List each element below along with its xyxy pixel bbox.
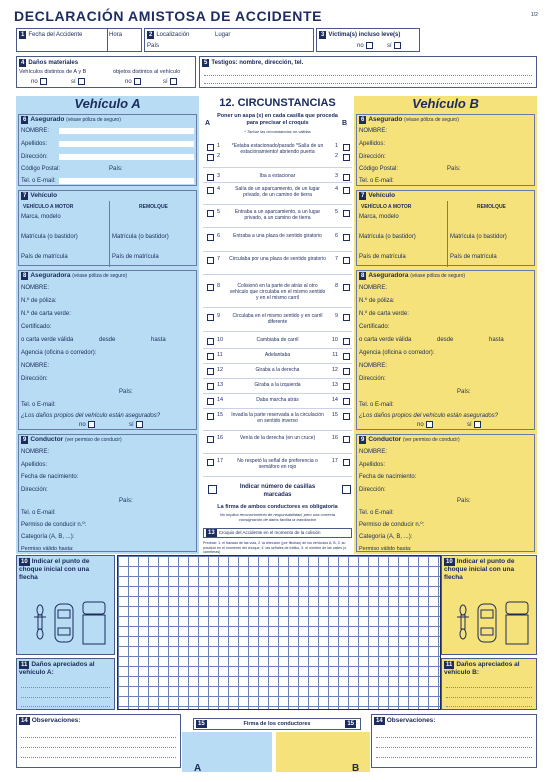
vehicle-a-vehiculo: 7 Vehículo VEHÍCULO A MOTOR REMOLQUE Marca, modelo Matrícula (o bastidor) Matrícula (o bastidor) País de matrícula País de matrícula [18, 190, 197, 266]
circumstance-number: 17 [331, 458, 338, 464]
vehicle-b-asegurado: 6 Asegurado (véase póliza de seguro) NOMBRE: Apellidos: Dirección: Código Postal: País: Tel. o E-mail: [356, 114, 535, 186]
indicar-casillas: Indicar número de casillas marcadas [203, 483, 352, 501]
field-victimas-label: Víctima(s) incluso leve(s) [328, 32, 401, 38]
firma-obligatoria: La firma de ambos conductores es obligatoria [217, 504, 338, 510]
circumstance-number: 4 [217, 186, 221, 192]
circumstance-b-checkbox[interactable] [343, 257, 350, 264]
circumstance-a-checkbox[interactable] [207, 210, 214, 217]
circumstance-b-checkbox[interactable] [343, 413, 350, 420]
circumstance-number: 8 [334, 283, 338, 289]
field-danos-materiales: 4 Daños materiales Vehículos distintos de A y B objetos distintos al vehículo no sí no sí [16, 56, 196, 88]
circumstance-text: Venía de la derecha (en un cruce) [239, 435, 316, 441]
circumstance-a-checkbox[interactable] [207, 144, 214, 151]
circumstance-a-checkbox[interactable] [207, 154, 214, 161]
circumstance-text: Entraba a una plaza de sentido giratorio [233, 233, 322, 239]
circumstance-a-checkbox[interactable] [207, 187, 214, 194]
circumstance-a-checkbox[interactable] [207, 174, 214, 181]
circumstance-number: 3 [334, 173, 338, 179]
victimas-si-checkbox[interactable] [394, 42, 401, 49]
obj-no-checkbox[interactable] [134, 78, 141, 85]
circumstance-text: Adelantaba [264, 352, 291, 358]
circumstance-number: 1 [217, 143, 221, 149]
circumstance-b-checkbox[interactable] [343, 368, 350, 375]
circumstance-b-checkbox[interactable] [343, 338, 350, 345]
circumstance-b-checkbox[interactable] [343, 459, 350, 466]
circumstance-row [203, 457, 352, 477]
croquis-grid[interactable] [117, 555, 441, 710]
victimas-no-checkbox[interactable] [366, 42, 373, 49]
circumstance-number: 3 [217, 173, 221, 179]
circumstance-number: 2 [217, 153, 221, 159]
page-title: DECLARACIÓN AMISTOSA DE ACCIDENTE [14, 8, 323, 24]
indicar-a-box[interactable] [208, 485, 217, 494]
circumstance-a-checkbox[interactable] [207, 234, 214, 241]
vehicle-a-impact-point[interactable]: 10 Indicar el punto de choque inicial con una flecha [16, 555, 115, 655]
car-icon [53, 602, 75, 644]
circumstance-number: 8 [217, 283, 221, 289]
circumstance-a-checkbox[interactable] [207, 459, 214, 466]
circumstance-text: Entraba a un aparcamiento, a un lugar privado, a un camino de tierra [234, 209, 321, 221]
page-number: 1/2 [531, 12, 538, 18]
circumstance-a-checkbox[interactable] [207, 353, 214, 360]
circumstance-row [203, 411, 352, 431]
circumstance-number: 10 [217, 337, 224, 343]
circumstance-b-checkbox[interactable] [343, 436, 350, 443]
circumstance-text: Iba a estacionar [259, 173, 296, 179]
vehicle-a-title: Vehículo A [74, 96, 141, 111]
circumstance-number: 1 [334, 143, 338, 149]
circumstance-number: 15 [217, 412, 224, 418]
circumstance-number: 11 [217, 352, 223, 358]
circumstance-text: *Estaba estacionado/parado *Salía de un estacionamiento/ abriendo puerta [231, 143, 324, 155]
circumstance-row [203, 434, 352, 454]
firma-note: No implica reconocimiento de responsabilidad, pero una correcta consignación de datos facilita la tramitación [219, 512, 336, 522]
vehicle-b-vehiculo: 7 Vehículo VEHÍCULO A MOTOR REMOLQUE Marca, modelo Matrícula (o bastidor) Matrícula (o bastidor) País de matrícula País de matrícula [356, 190, 535, 266]
circumstance-text: Giraba a la izquierda [254, 382, 301, 388]
circumstance-b-checkbox[interactable] [343, 398, 350, 405]
circumstance-number: 10 [331, 337, 338, 343]
circumstance-number: 5 [334, 209, 338, 215]
motorcycle-icon [33, 604, 47, 640]
circumstance-a-checkbox[interactable] [207, 383, 214, 390]
circumstance-number: 17 [217, 458, 224, 464]
vehicle-b-title: Vehículo B [412, 96, 479, 111]
circumstance-a-checkbox[interactable] [207, 284, 214, 291]
circumstances-intro: Poner un aspa (x) en cada casilla que proceda para precisar el croquis [217, 113, 338, 126]
circumstance-text: Cambiaba de carril [256, 337, 299, 343]
circumstance-text: Salía de un aparcamiento, de un lugar privado, de un camino de tierra [235, 186, 320, 198]
car-icon [476, 602, 498, 644]
circumstance-row [203, 282, 352, 308]
signature-a-label: A [194, 763, 202, 774]
indicar-b-box[interactable] [342, 485, 351, 494]
circumstance-b-checkbox[interactable] [343, 187, 350, 194]
circumstance-b-checkbox[interactable] [343, 234, 350, 241]
vehicle-b-damage[interactable]: 11 Daños apreciados al vehículo B: [441, 658, 537, 710]
a-danos-no-checkbox[interactable] [88, 421, 95, 428]
circumstances-note: * Tachar las circunstancias no válidas [244, 129, 311, 134]
circumstance-text: Colisionó en la parte de atrás al otro vehículo que circulaba en el mismo sentido y en el mismo carril [229, 283, 326, 301]
column-b-marker: B [342, 120, 348, 127]
b-danos-si-checkbox[interactable] [474, 421, 481, 428]
circumstance-number: 13 [331, 382, 338, 388]
vehicle-a-damage[interactable]: 11 Daños apreciados al vehículo A: [16, 658, 115, 710]
circumstance-text: No respetó la señal de preferencia o semáforo en rojo [237, 458, 318, 470]
circumstance-b-checkbox[interactable] [343, 174, 350, 181]
circumstance-a-checkbox[interactable] [207, 314, 214, 321]
circumstance-a-checkbox[interactable] [207, 413, 214, 420]
circumstance-number: 12 [331, 367, 338, 373]
croquis-note: Precisar: 1. el trazado de las vías, 2. la dirección (por flechas) de los vehículos A, B, 3. su posición en el momento del choque, 4. las señales de tráfico, 5. el nombre de las calles (o carreteras) [203, 541, 347, 554]
veh-si-checkbox[interactable] [78, 78, 85, 85]
circumstance-row [203, 142, 352, 168]
circumstance-a-checkbox[interactable] [207, 436, 214, 443]
circumstance-row [203, 336, 352, 349]
vehicle-b-conductor: 9 Conductor (ver permiso de conducir) NOMBRE: Apellidos: Fecha de nacimiento: Dirección: País: Tel. o E-mail: Permiso de conducir n.º: Categoría (A, B, ...): Permiso válido hasta: [356, 434, 535, 552]
signature-b-label: B [352, 763, 360, 774]
field-localizacion[interactable]: 2 Localización Lugar País [144, 28, 314, 52]
circumstance-text: Circulaba por una plaza de sentido giratorio [229, 256, 326, 262]
column-a-marker: A [205, 120, 211, 127]
circumstance-row [203, 185, 352, 205]
circumstance-b-checkbox[interactable] [343, 154, 350, 161]
circumstance-number: 14 [217, 397, 224, 403]
circumstance-b-checkbox[interactable] [343, 314, 350, 321]
circumstance-b-checkbox[interactable] [343, 144, 350, 151]
circumstance-number: 6 [217, 233, 221, 239]
a-danos-si-checkbox[interactable] [136, 421, 143, 428]
circumstance-number: 15 [331, 412, 338, 418]
vehicle-b-aseguradora: 8 Aseguradora (véase póliza de seguro) NOMBRE: N.º de póliza: N.º de carta verde: Certificado: o carta verde válida desde hasta Agencia (oficina o corredor): NOMBRE: Dirección: País: Tel. o E-mail: ¿Los daños propios del vehículo están asegurados? no sí [356, 270, 535, 430]
circumstance-row [203, 312, 352, 332]
circumstance-number: 9 [334, 313, 338, 319]
circumstance-a-checkbox[interactable] [207, 368, 214, 375]
circumstance-number: 4 [334, 186, 338, 192]
circumstance-number: 13 [217, 382, 224, 388]
circumstance-number: 6 [334, 233, 338, 239]
circumstance-b-checkbox[interactable] [343, 210, 350, 217]
vehicle-b-impact-point[interactable]: 10 Indicar el punto de choque inicial con una flecha [441, 555, 537, 655]
vehicle-a-observations[interactable]: 14 Observaciones: [16, 714, 181, 768]
field-fecha[interactable]: 1 Fecha del Accidente Hora [16, 28, 142, 52]
circumstances-title: 12. CIRCUNSTANCIAS [219, 97, 336, 109]
field-fecha-label: Fecha del Accidente [28, 32, 83, 38]
circumstance-number: 5 [217, 209, 221, 215]
vehicle-a-asegurado: 6 Asegurado (véase póliza de seguro) NOMBRE: Apellidos: Dirección: Código Postal: País: Tel. o E-mail: [18, 114, 197, 186]
circumstance-text: Invadía la parte reservada a la circulación en sentido inverso [231, 412, 324, 424]
circumstance-number: 2 [334, 153, 338, 159]
vehicle-b-observations[interactable]: 14 Observaciones: [371, 714, 537, 768]
hora-label: Hora [109, 32, 123, 38]
circumstance-row [203, 232, 352, 252]
pais-label: País [147, 43, 160, 49]
b-danos-no-checkbox[interactable] [426, 421, 433, 428]
circumstance-b-checkbox[interactable] [343, 353, 350, 360]
circumstance-number: 11 [332, 352, 338, 358]
circumstance-b-checkbox[interactable] [343, 284, 350, 291]
croquis-header: 13 Croquis del Accidente en el momento de la colisión [203, 528, 352, 538]
truck-icon [81, 600, 107, 646]
veh-no-checkbox[interactable] [40, 78, 47, 85]
circumstance-a-checkbox[interactable] [207, 338, 214, 345]
vehicle-a-conductor: 9 Conductor (ver permiso de conducir) NOMBRE: Apellidos: Fecha de nacimiento: Dirección: País: Tel. o E-mail: Permiso de conducir n.º: Categoría (A, B, ...): Permiso válido hasta: [18, 434, 197, 552]
circumstance-number: 12 [217, 367, 224, 373]
circumstance-row [203, 381, 352, 394]
circumstance-number: 16 [217, 435, 224, 441]
field-victimas: 3 Víctima(s) incluso leve(s) no sí [316, 28, 420, 52]
circumstance-b-checkbox[interactable] [343, 383, 350, 390]
truck-icon [504, 600, 530, 646]
vehicle-a-aseguradora: 8 Aseguradora (véase póliza de seguro) NOMBRE: N.º de póliza: N.º de carta verde: Certificado: o carta verde válida desde hasta Agencia (oficina o corredor): NOMBRE: Dirección: País: Tel. o E-mail: ¿Los daños propios del vehículo están asegurados? no sí [18, 270, 197, 430]
circumstance-text: Circulaba en el mismo sentido y en carril diferente [232, 313, 323, 325]
circumstance-text: Giraba a la derecha [255, 367, 300, 373]
circumstance-row [203, 366, 352, 379]
circumstance-text: Daba marcha atrás [256, 397, 299, 403]
circumstance-row [203, 172, 352, 183]
field-localizacion-label: Localización [156, 32, 190, 38]
obj-si-checkbox[interactable] [170, 78, 177, 85]
circumstance-number: 16 [331, 435, 338, 441]
circumstance-number: 7 [217, 256, 221, 262]
circumstance-a-checkbox[interactable] [207, 398, 214, 405]
circumstance-number: 7 [334, 256, 338, 262]
circumstance-number: 9 [217, 313, 221, 319]
motorcycle-icon [456, 604, 470, 640]
circumstance-number: 14 [331, 397, 338, 403]
circumstance-row [203, 208, 352, 228]
circumstance-row [203, 351, 352, 364]
field-testigos[interactable]: 5 Testigos: nombre, dirección, tel. [199, 56, 537, 88]
signature-header: 15 Firma de los conductores 15 [193, 718, 361, 730]
lugar-label: Lugar [215, 32, 231, 38]
circumstance-row [203, 396, 352, 409]
circumstance-a-checkbox[interactable] [207, 257, 214, 264]
circumstance-row [203, 255, 352, 275]
